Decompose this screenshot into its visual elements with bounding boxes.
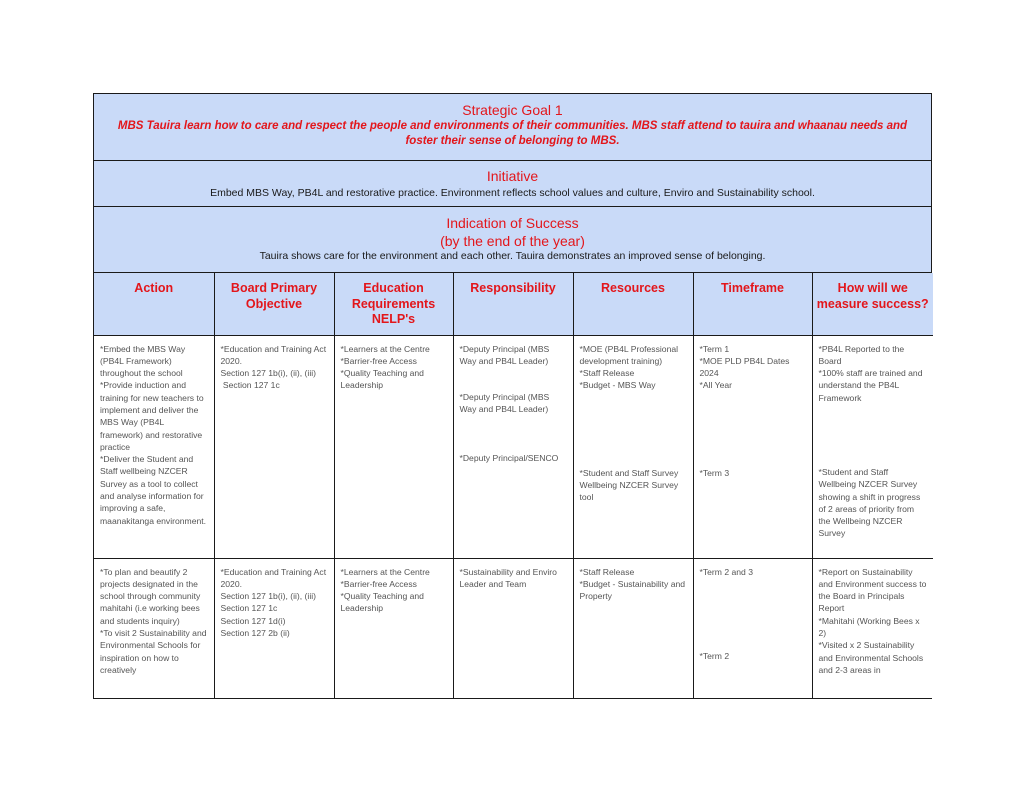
strategic-plan-document: [93, 93, 932, 699]
column-header-responsibility: Responsibility: [453, 273, 573, 335]
initiative-title: Initiative: [486, 168, 539, 184]
column-header-resources: Resources: [573, 273, 693, 335]
cell-action: *To plan and beautify 2 projects designated in the school through community mahitahi (i.e working bees and students inquiry) *To visit 2 Sustainability and Environmental Schools for inspiration on how to creatively: [94, 558, 214, 698]
cell-measure: *Report on Sustainability and Environment success to the Board in Principals Report *Mahitahi (Working Bees x 2) *Visited x 2 Sustainability and Environmental Schools and 2-3 areas in: [812, 558, 933, 698]
strategic-goal-section: [94, 94, 931, 161]
cell-board-objective: *Education and Training Act 2020. Section 127 1b(i), (ii), (iii) Section 127 1c Section 127 1d(i) Section 127 2b (ii): [214, 558, 334, 698]
indication-of-success-section: [94, 207, 931, 273]
cell-nelp: *Learners at the Centre *Barrier-free Access *Quality Teaching and Leadership: [334, 558, 453, 698]
column-header-board-objective: Board Primary Objective: [214, 273, 334, 335]
initiative-text: Embed MBS Way, PB4L and restorative practice. Environment reflects school values and culture, Enviro and Sustainability school.: [210, 187, 815, 199]
initiative-section: [94, 161, 931, 207]
cell-timeframe: *Term 1 *MOE PLD PB4L Dates 2024 *All Year *Term 3: [693, 335, 812, 558]
table-header-row: [94, 273, 933, 335]
cell-resources: *Staff Release *Budget - Sustainability and Property: [573, 558, 693, 698]
action-plan-table: [94, 273, 933, 698]
cell-responsibility: *Deputy Principal (MBS Way and PB4L Leader) *Deputy Principal (MBS Way and PB4L Leader) *Deputy Principal/SENCO: [453, 335, 573, 558]
cell-resources: *MOE (PB4L Professional development training) *Staff Release *Budget - MBS Way *Student and Staff Survey Wellbeing NZCER Survey tool: [573, 335, 693, 558]
table-row: [94, 558, 933, 698]
column-header-action: Action: [94, 273, 214, 335]
cell-timeframe: *Term 2 and 3 *Term 2: [693, 558, 812, 698]
cell-board-objective: *Education and Training Act 2020. Section 127 1b(i), (ii), (iii) Section 127 1c: [214, 335, 334, 558]
cell-measure: *PB4L Reported to the Board *100% staff are trained and understand the PB4L Framework *Student and Staff Wellbeing NZCER Survey showing a shift in progress of 2 areas of priority from the Wellbeing NZCER Survey: [812, 335, 933, 558]
cell-action: *Embed the MBS Way (PB4L Framework) throughout the school *Provide induction and training for new teachers to implement and deliver the MBS Way (PB4L framework) and restorative practice *Deliver the Student and Staff wellbeing NZCER Survey as a tool to collect and analyse information for improving a safe, maanakitanga environment.: [94, 335, 214, 558]
column-header-education-requirements: Education Requirements NELP's: [334, 273, 453, 335]
table-row: [94, 335, 933, 558]
strategic-goal-title: Strategic Goal 1: [462, 102, 563, 118]
success-text: Tauira shows care for the environment and each other. Tauira demonstrates an improved sense of belonging.: [259, 250, 766, 262]
column-header-measure-success: How will we measure success?: [812, 273, 933, 335]
column-header-timeframe: Timeframe: [693, 273, 812, 335]
cell-nelp: *Learners at the Centre *Barrier-free Access *Quality Teaching and Leadership: [334, 335, 453, 558]
success-title-line1: Indication of Success: [446, 215, 579, 231]
cell-responsibility: *Sustainability and Enviro Leader and Team: [453, 558, 573, 698]
strategic-goal-text: MBS Tauira learn how to care and respect the people and environments of their communities. MBS staff attend to tauira and whaanau needs and foster their sense of belonging to MBS.: [117, 120, 908, 147]
success-title-line2: (by the end of the year): [440, 233, 585, 249]
